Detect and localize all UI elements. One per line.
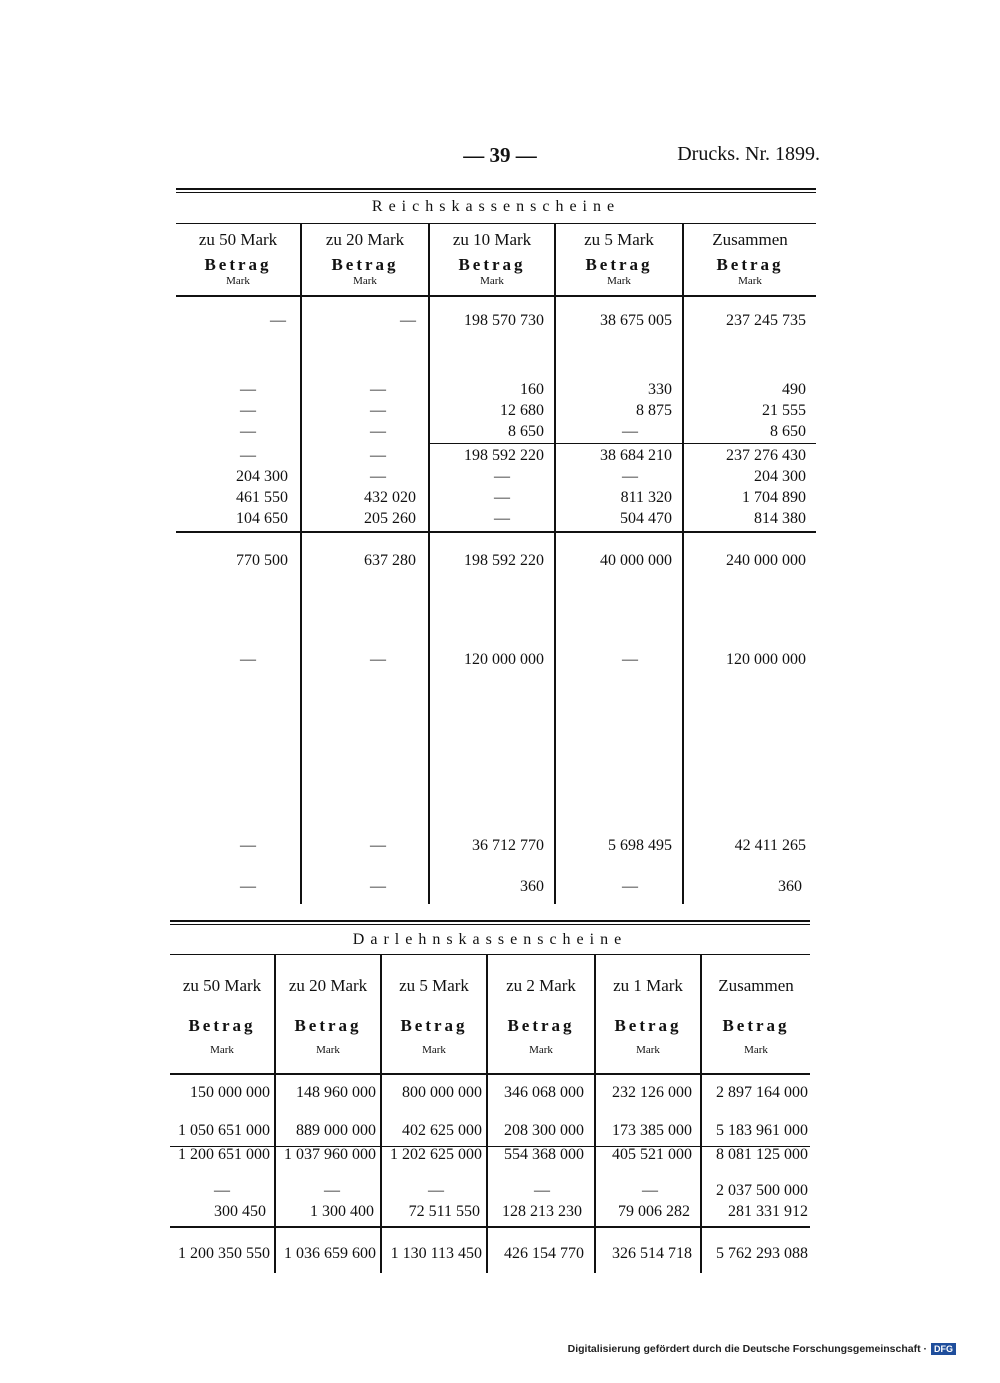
table-cell: 1 037 960 000	[284, 1146, 376, 1163]
table-cell: 205 260	[364, 510, 416, 527]
column-header: zu 1 Mark Betrag Mark	[613, 976, 683, 1056]
table-cell: —	[622, 423, 638, 440]
table-cell: 1 202 625 000	[390, 1146, 482, 1163]
table-cell: 173 385 000	[612, 1122, 692, 1139]
table-cell: —	[240, 447, 256, 464]
table-cell: 237 245 735	[726, 312, 806, 329]
table-cell: 300 450	[214, 1203, 266, 1220]
section-rule	[176, 531, 816, 533]
title-rule	[176, 223, 816, 224]
table-cell: —	[240, 651, 256, 668]
table-cell: 104 650	[236, 510, 288, 527]
table-cell: —	[214, 1182, 230, 1199]
digitization-credit	[568, 1343, 956, 1355]
table-cell: —	[494, 510, 510, 527]
top-rule-thin	[170, 924, 810, 925]
table-cell: —	[622, 878, 638, 895]
table-cell: —	[240, 837, 256, 854]
table-cell: —	[400, 312, 416, 329]
table-cell: 204 300	[236, 468, 288, 485]
table-cell: 504 470	[620, 510, 672, 527]
table-cell: 461 550	[236, 489, 288, 506]
table-cell: 237 276 430	[726, 447, 806, 464]
table-cell: 160	[520, 381, 544, 398]
table-cell: 240 000 000	[726, 552, 806, 569]
column-header: zu 50 Mark Betrag Mark	[198, 230, 278, 287]
table-cell: 2 897 164 000	[716, 1084, 808, 1101]
table-cell: 148 960 000	[296, 1084, 376, 1101]
table-cell: 150 000 000	[190, 1084, 270, 1101]
column-header: zu 20 Mark Betrag Mark	[325, 230, 405, 287]
table-cell: 198 592 220	[464, 552, 544, 569]
table-title: Reichskassenscheine	[371, 198, 621, 215]
table-cell: 770 500	[236, 552, 288, 569]
top-rule	[176, 188, 816, 190]
table-cell: 637 280	[364, 552, 416, 569]
credit-text: Digitalisierung gefördert durch die Deutsche Forschungsgemeinschaft ·	[567, 1343, 927, 1355]
table-cell: 5 698 495	[608, 837, 672, 854]
total-rule	[170, 1226, 810, 1228]
header-rule	[176, 295, 816, 297]
table-cell: —	[494, 489, 510, 506]
table-cell: 42 411 265	[734, 837, 806, 854]
dfg-logo: DFG	[931, 1343, 956, 1355]
table-cell: 5 183 961 000	[716, 1122, 808, 1139]
table-cell: —	[428, 1182, 444, 1199]
table-cell: —	[370, 468, 386, 485]
table-cell: —	[240, 402, 256, 419]
table-cell: 232 126 000	[612, 1084, 692, 1101]
table-cell: 2 037 500 000	[716, 1182, 808, 1199]
table-cell: —	[270, 312, 286, 329]
table-cell: 346 068 000	[504, 1084, 584, 1101]
top-rule-thin	[176, 192, 816, 193]
table-cell: 120 000 000	[726, 651, 806, 668]
table-cell: 36 712 770	[472, 837, 544, 854]
table-cell: —	[494, 468, 510, 485]
table-cell: —	[240, 381, 256, 398]
table-cell: 1 050 651 000	[178, 1122, 270, 1139]
table-cell: 1 200 651 000	[178, 1146, 270, 1163]
table-cell: —	[622, 651, 638, 668]
table-cell: 360	[778, 878, 802, 895]
table-cell: 120 000 000	[464, 651, 544, 668]
column-header: zu 10 Mark Betrag Mark	[452, 230, 532, 287]
top-rule	[170, 920, 810, 922]
table-cell: —	[240, 423, 256, 440]
table-cell: —	[622, 468, 638, 485]
table-cell: 800 000 000	[402, 1084, 482, 1101]
table-cell: 204 300	[754, 468, 806, 485]
column-header: Zusammen Betrag Mark	[712, 230, 788, 287]
table-cell: 38 675 005	[600, 312, 672, 329]
table-cell: —	[324, 1182, 340, 1199]
table-cell: 889 000 000	[296, 1122, 376, 1139]
table-cell: 21 555	[762, 402, 806, 419]
table-cell: —	[370, 402, 386, 419]
table-cell: —	[642, 1182, 658, 1199]
table-cell: 1 200 350 550	[178, 1245, 270, 1262]
table-cell: 326 514 718	[612, 1245, 692, 1262]
page-number: — 39 —	[463, 143, 537, 167]
column-header: Zusammen Betrag Mark	[718, 976, 794, 1056]
column-header: zu 50 Mark Betrag Mark	[182, 976, 262, 1056]
header-rule	[170, 1073, 810, 1075]
table-cell: 330	[648, 381, 672, 398]
table-cell: 402 625 000	[402, 1122, 482, 1139]
table-cell: 8 081 125 000	[716, 1146, 808, 1163]
table-cell: 814 380	[754, 510, 806, 527]
table-cell: 1 036 659 600	[284, 1245, 376, 1262]
table-cell: —	[534, 1182, 550, 1199]
table-cell: 198 592 220	[464, 447, 544, 464]
table-cell: 554 368 000	[504, 1146, 584, 1163]
table-cell: 405 521 000	[612, 1146, 692, 1163]
table-cell: 1 300 400	[310, 1203, 374, 1220]
table-cell: 40 000 000	[600, 552, 672, 569]
table-cell: 1 704 890	[742, 489, 806, 506]
table-cell: —	[370, 837, 386, 854]
darlehnskassenscheine-table	[170, 920, 810, 1276]
table-cell: —	[240, 878, 256, 895]
table-cell: —	[370, 878, 386, 895]
table-cell: 72 511 550	[408, 1203, 480, 1220]
table-cell: 490	[782, 381, 806, 398]
table-cell: —	[370, 651, 386, 668]
subtotal-rule	[430, 443, 816, 444]
drucksache-number: Drucks. Nr. 1899.	[677, 143, 820, 165]
column-header: zu 5 Mark Betrag Mark	[399, 976, 469, 1056]
table-cell: 432 020	[364, 489, 416, 506]
table-cell: 811 320	[620, 489, 672, 506]
table-cell: —	[370, 447, 386, 464]
table-cell: —	[370, 423, 386, 440]
column-header: zu 20 Mark Betrag Mark	[288, 976, 368, 1056]
table-cell: 128 213 230	[502, 1203, 582, 1220]
title-rule	[170, 954, 810, 955]
table-cell: 281 331 912	[728, 1203, 808, 1220]
table-cell: 12 680	[500, 402, 544, 419]
table-cell: 360	[520, 878, 544, 895]
table-cell: 426 154 770	[504, 1245, 584, 1262]
table-cell: 198 570 730	[464, 312, 544, 329]
reichskassenscheine-table	[176, 188, 816, 906]
table-cell: 208 300 000	[504, 1122, 584, 1139]
table-cell: 8 875	[636, 402, 672, 419]
table-cell: 38 684 210	[600, 447, 672, 464]
column-header: zu 2 Mark Betrag Mark	[506, 976, 576, 1056]
table-cell: 8 650	[770, 423, 806, 440]
table-title: Darlehnskassenscheine	[352, 931, 628, 948]
table-cell: 8 650	[508, 423, 544, 440]
table-cell: —	[370, 381, 386, 398]
table-cell: 5 762 293 088	[716, 1245, 808, 1262]
table-cell: 1 130 113 450	[390, 1245, 482, 1262]
column-header: zu 5 Mark Betrag Mark	[584, 230, 654, 287]
table-cell: 79 006 282	[618, 1203, 690, 1220]
